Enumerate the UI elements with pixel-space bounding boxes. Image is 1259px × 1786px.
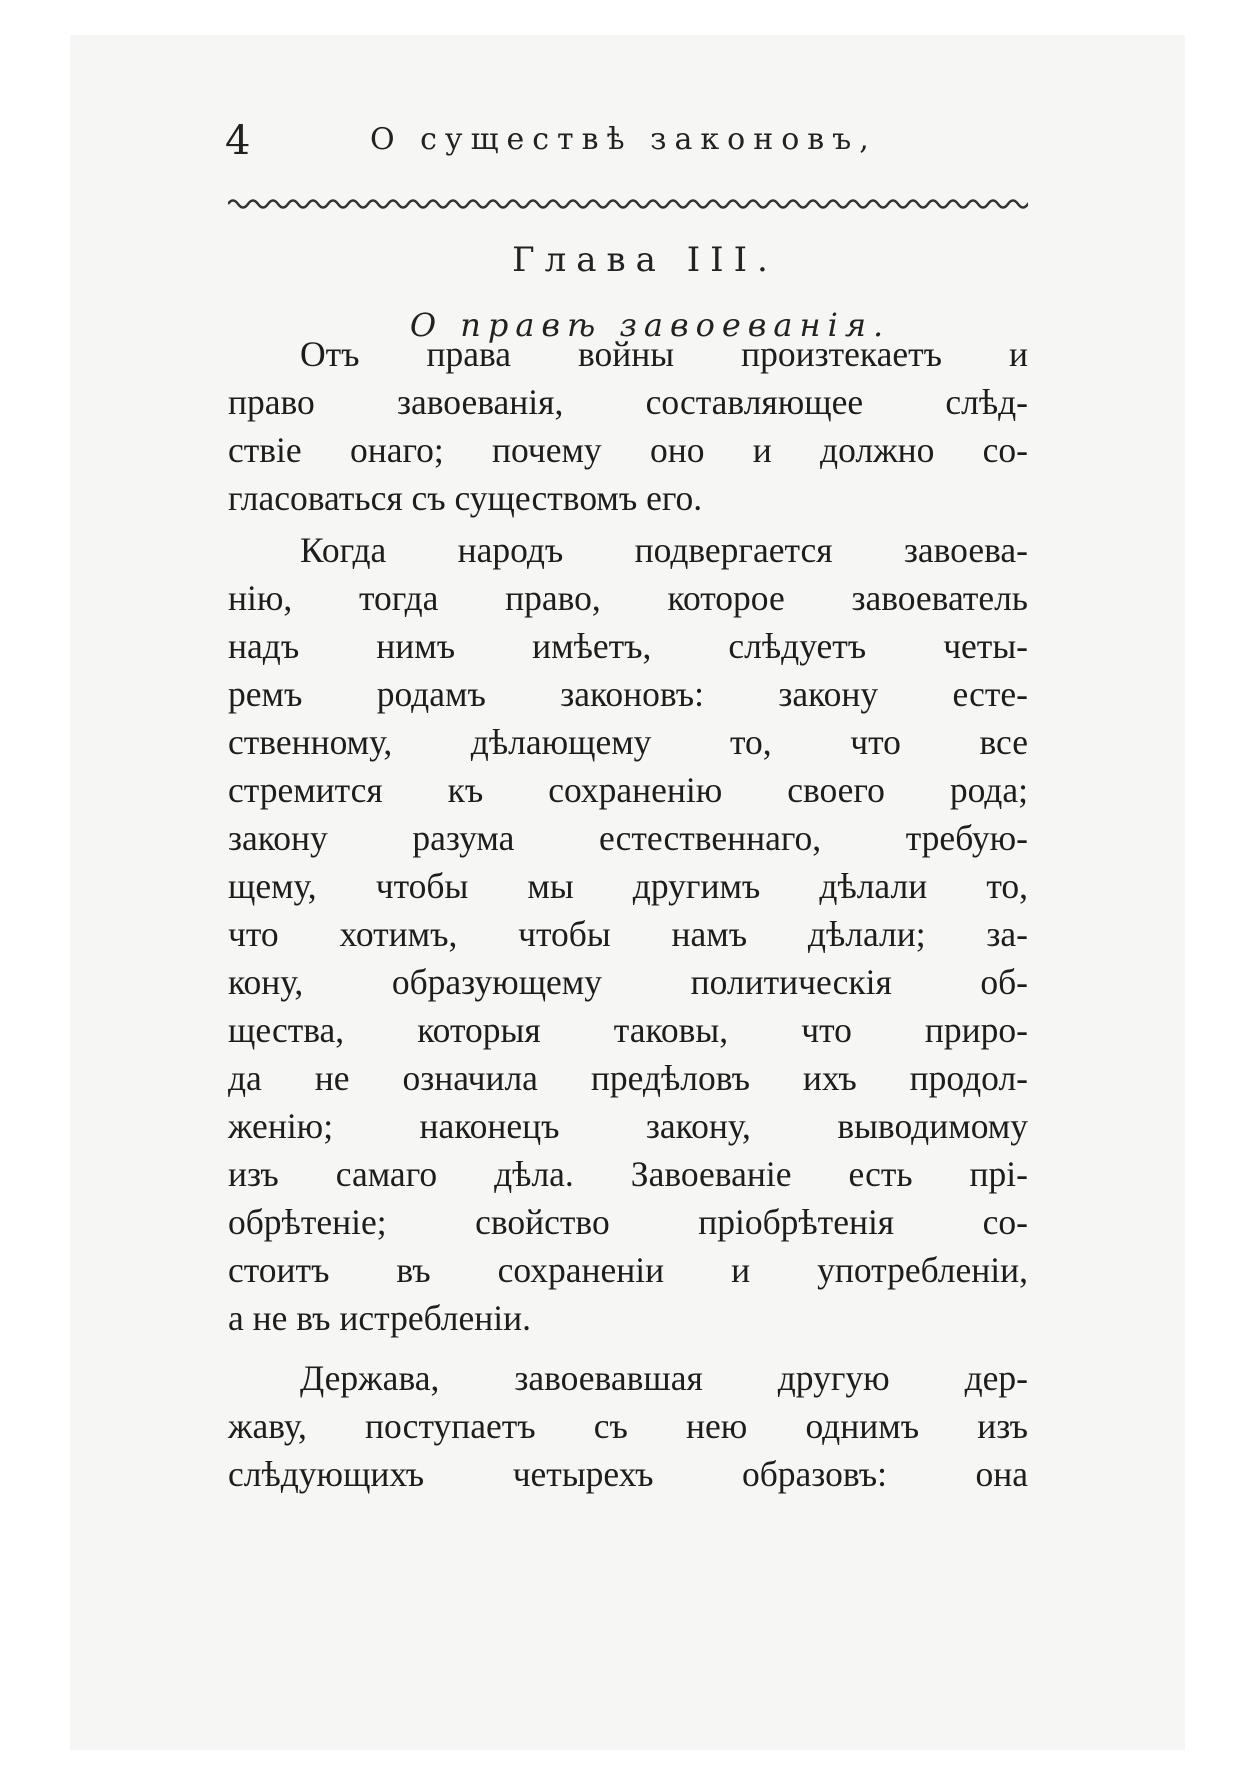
text-line: ственному, дѣлающему то, что все <box>228 722 1028 762</box>
text-line: изъ самаго дѣла. Завоеваніе есть прі- <box>228 1154 1028 1194</box>
text-line: стремится къ сохраненію своего рода; <box>228 770 1028 810</box>
text-line: закону разума естественнаго, требую- <box>228 818 1028 858</box>
running-title: О существѣ законовъ, <box>370 122 877 157</box>
text-line: надъ нимъ имѣетъ, слѣдуетъ четы- <box>228 626 1028 666</box>
running-head <box>225 118 945 178</box>
chapter-subtitle: О правѣ завоеванія. <box>409 306 891 344</box>
text-line: Когда народъ подвергается завоева- <box>300 530 1028 570</box>
text-line: ремъ родамъ законовъ: закону есте- <box>228 674 1028 714</box>
text-line: Отъ права войны произтекаетъ и <box>300 334 1028 374</box>
text-line: кону, образующему политическія об- <box>228 962 1028 1002</box>
page-number: 4 <box>225 118 251 164</box>
text-line: право завоеванія, составляющее слѣд- <box>228 382 1028 422</box>
text-line: нію, тогда право, которое завоеватель <box>228 578 1028 618</box>
text-line: слѣдующихъ четырехъ образовъ: она <box>228 1454 1028 1494</box>
chapter-title: Глава III. <box>512 240 778 280</box>
text-line: жаву, поступаетъ съ нею однимъ изъ <box>228 1406 1028 1446</box>
text-line: щему, чтобы мы другимъ дѣлали то, <box>228 866 1028 906</box>
text-line: что хотимъ, чтобы намъ дѣлали; за- <box>228 914 1028 954</box>
text-line: да не означила предѣловъ ихъ продол- <box>228 1058 1028 1098</box>
text-line: щества, которыя таковы, что приро- <box>228 1010 1028 1050</box>
text-line: Держава, завоевавшая другую дер- <box>300 1358 1028 1398</box>
ornamental-rule <box>228 192 1028 216</box>
text-line: женію; наконецъ закону, выводимому <box>228 1106 1028 1146</box>
text-line: гласоваться съ существомъ его. <box>228 478 703 518</box>
text-line: обрѣтеніе; свойство пріобрѣтенія со- <box>228 1202 1028 1242</box>
text-line: а не въ истребленіи. <box>228 1298 531 1338</box>
text-line: стоитъ въ сохраненіи и употребленіи, <box>228 1250 1028 1290</box>
text-line: ствіе онаго; почему оно и должно со- <box>228 430 1028 470</box>
